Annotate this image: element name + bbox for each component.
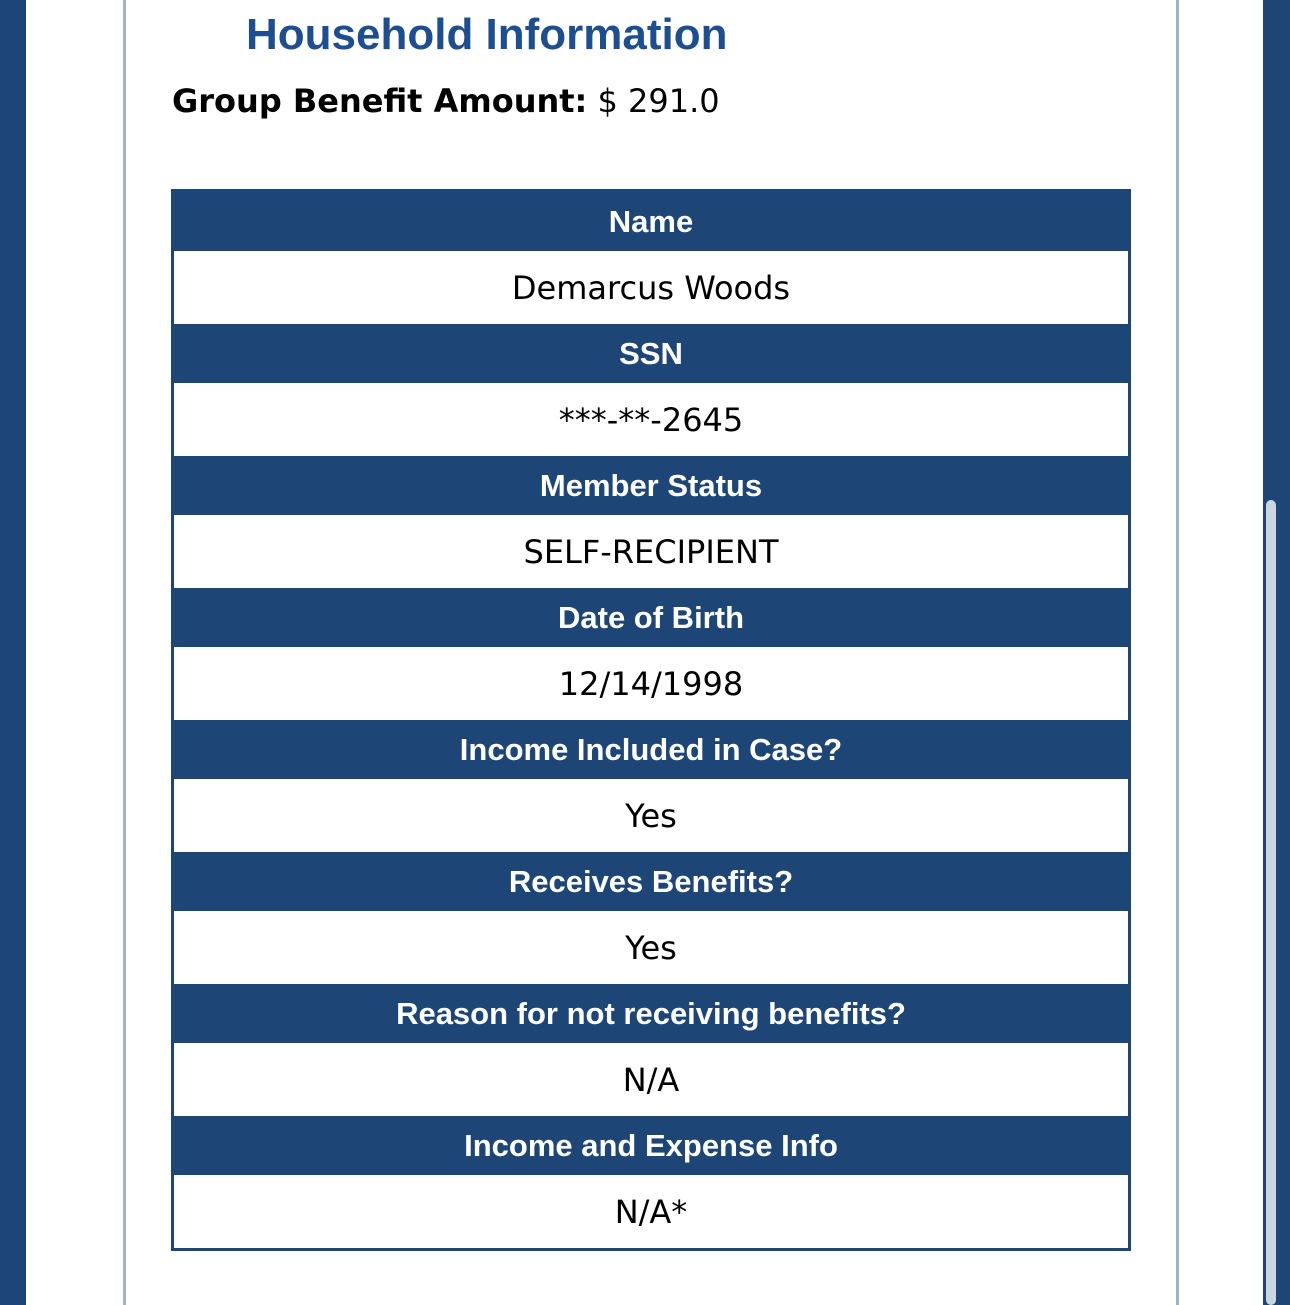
group-benefit-amount [172,82,720,120]
member-info-table [171,189,1131,1251]
content-border-left [123,0,126,1305]
field-header-member-status: Member Status [174,456,1128,515]
field-value-date-of-birth: 12/14/1998 [176,647,1126,720]
vertical-scrollbar[interactable] [1266,500,1276,1305]
group-benefit-value: $ 291.0 [597,82,720,120]
field-header-receives-benefits: Receives Benefits? [174,852,1128,911]
field-header-name: Name [174,192,1128,251]
field-value-income-included: Yes [176,779,1126,852]
field-value-member-status: SELF-RECIPIENT [176,515,1126,588]
left-page-gutter [0,0,26,1305]
field-header-income-expense-info: Income and Expense Info [174,1116,1128,1175]
field-value-income-expense-info: N/A* [176,1175,1126,1248]
field-header-reason-not-receiving: Reason for not receiving benefits? [174,984,1128,1043]
field-value-name: Demarcus Woods [176,251,1126,324]
field-header-ssn: SSN [174,324,1128,383]
field-header-income-included: Income Included in Case? [174,720,1128,779]
field-value-reason-not-receiving: N/A [176,1043,1126,1116]
field-header-date-of-birth: Date of Birth [174,588,1128,647]
page-title: Household Information [246,10,728,59]
field-value-ssn: ***-**-2645 [176,383,1126,456]
group-benefit-label: Group Benefit Amount: [172,82,588,120]
content-border-right [1176,0,1179,1305]
field-value-receives-benefits: Yes [176,911,1126,984]
